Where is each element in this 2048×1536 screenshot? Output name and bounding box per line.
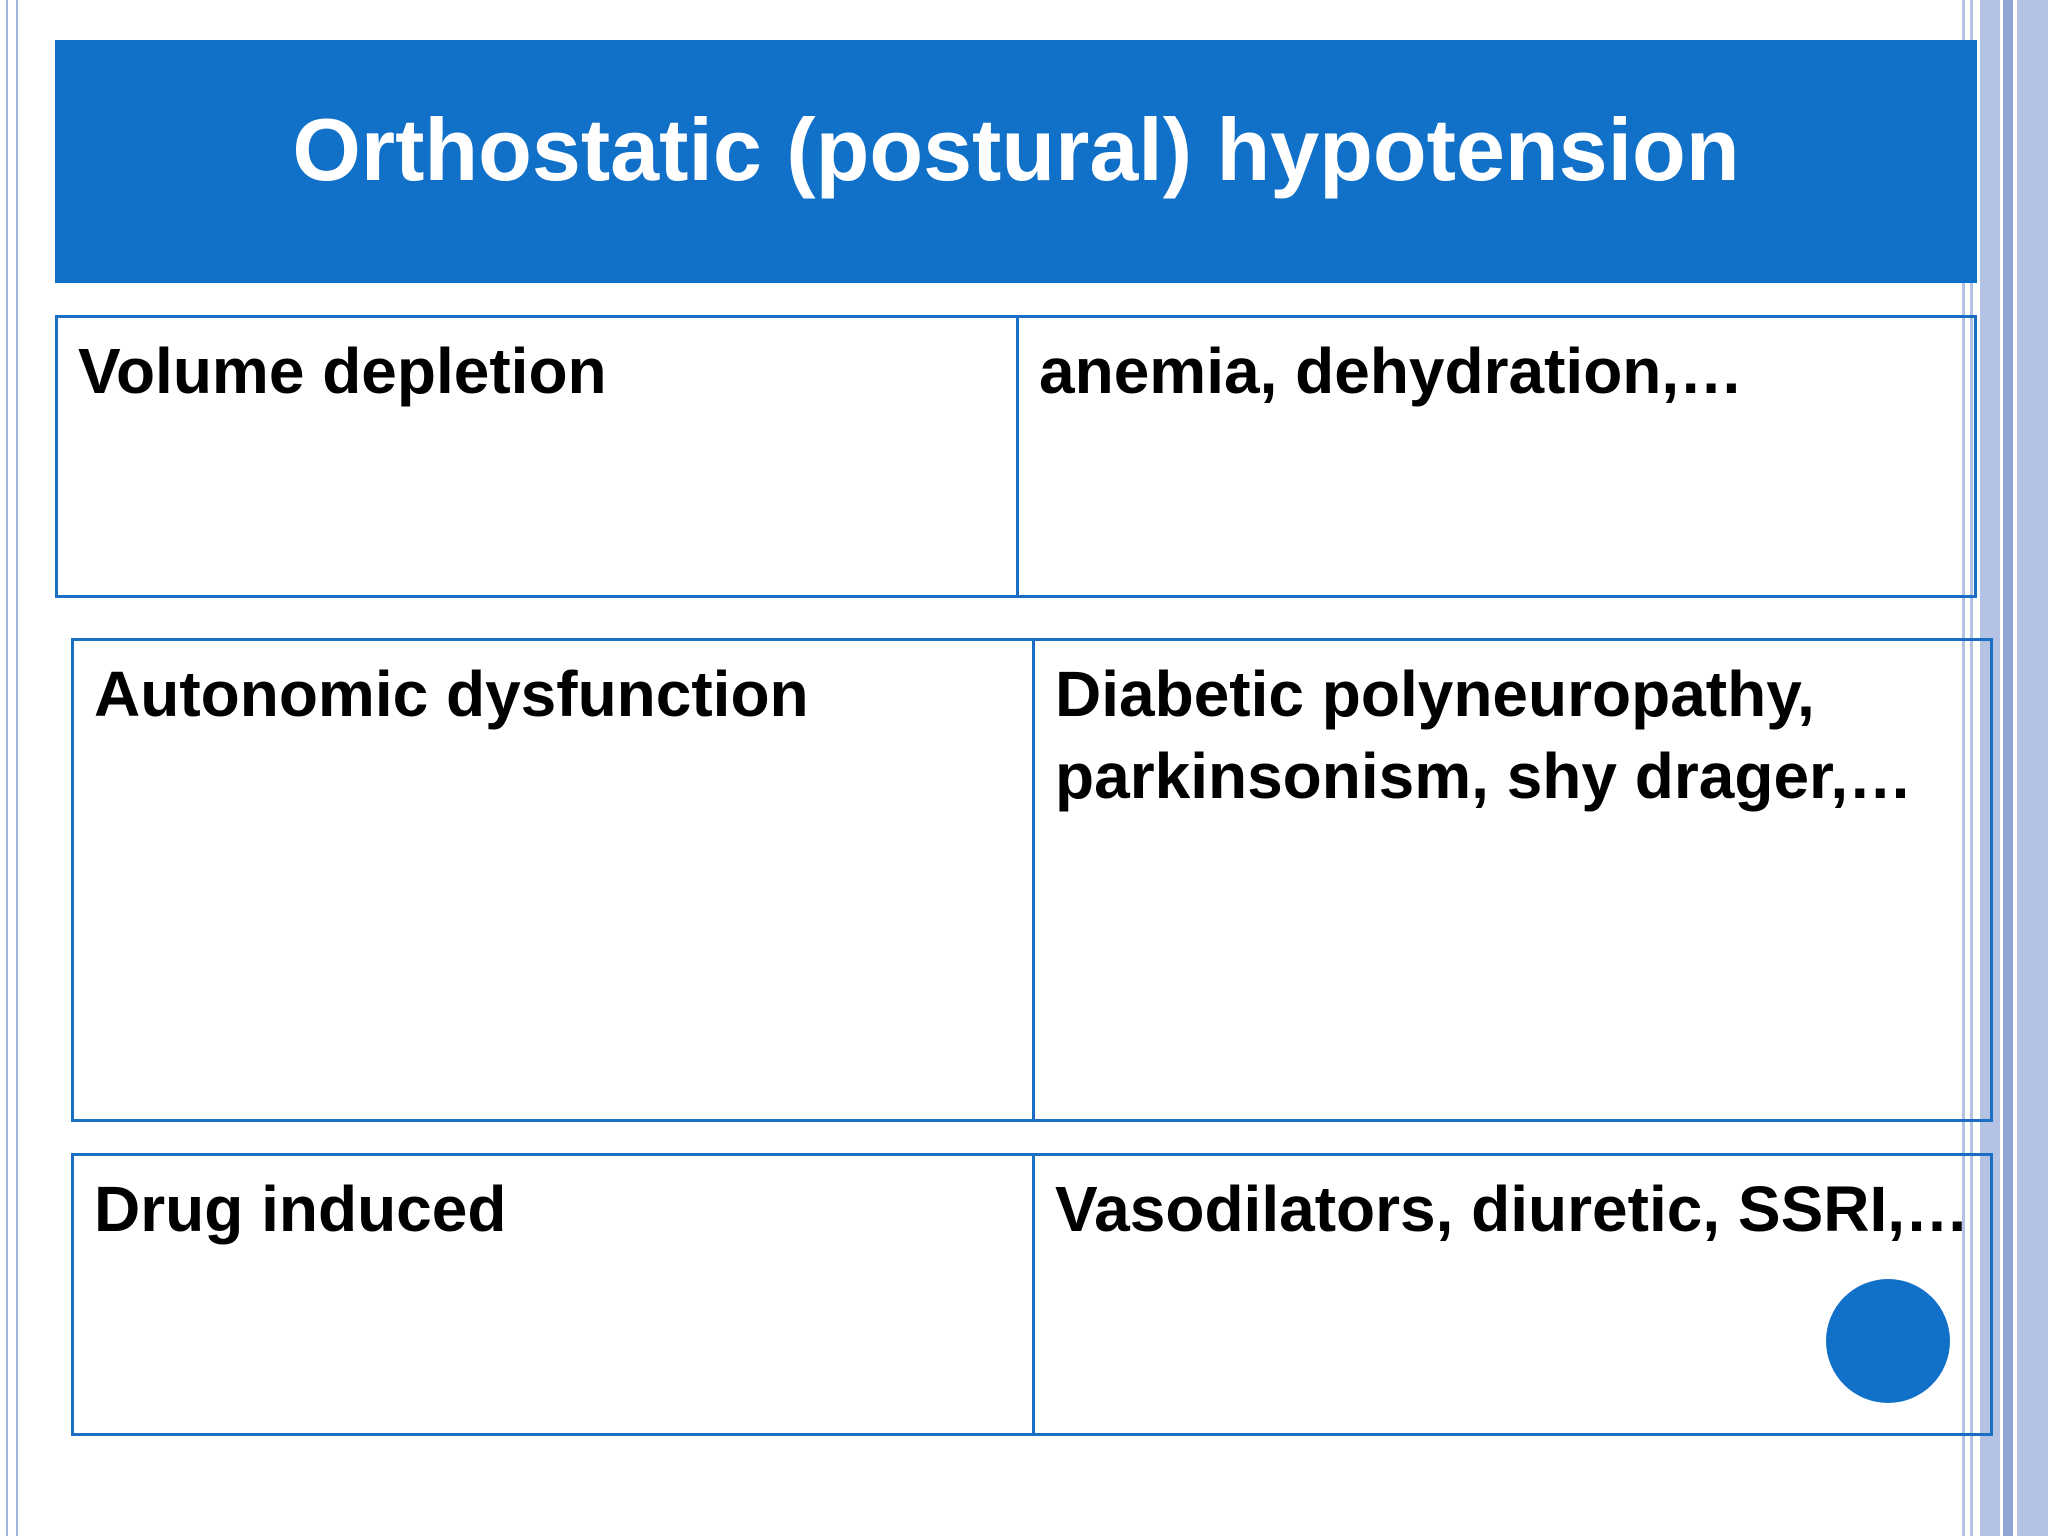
right-border-stripe-outer bbox=[2017, 0, 2048, 1536]
table-row-drug-induced bbox=[71, 1153, 1993, 1436]
row-category-cell bbox=[58, 318, 1019, 595]
row-examples-label: Diabetic polyneuropathy, parkinsonism, shy drager,… bbox=[1055, 658, 1913, 812]
slide-title: Orthostatic (postural) hypotension bbox=[292, 100, 1740, 199]
row-examples-label: anemia, dehydration,… bbox=[1039, 335, 1744, 407]
row-category-label: Drug induced bbox=[94, 1173, 507, 1245]
row-examples-cell bbox=[1019, 318, 1974, 595]
left-border-line-outer bbox=[6, 0, 8, 1536]
row-category-label: Autonomic dysfunction bbox=[94, 658, 809, 730]
decorative-circle-icon bbox=[1826, 1279, 1950, 1403]
row-examples-cell bbox=[1035, 641, 1990, 1119]
row-category-cell bbox=[74, 641, 1035, 1119]
row-category-cell bbox=[74, 1156, 1035, 1433]
table-row-volume-depletion bbox=[55, 315, 1977, 598]
row-examples-label: Vasodilators, diuretic, SSRI,… bbox=[1055, 1173, 1970, 1245]
right-border-stripe-mid bbox=[2003, 0, 2013, 1536]
table-row-autonomic-dysfunction bbox=[71, 638, 1993, 1122]
title-bar bbox=[55, 40, 1977, 283]
row-category-label: Volume depletion bbox=[78, 335, 607, 407]
left-border-line-inner bbox=[16, 0, 18, 1536]
